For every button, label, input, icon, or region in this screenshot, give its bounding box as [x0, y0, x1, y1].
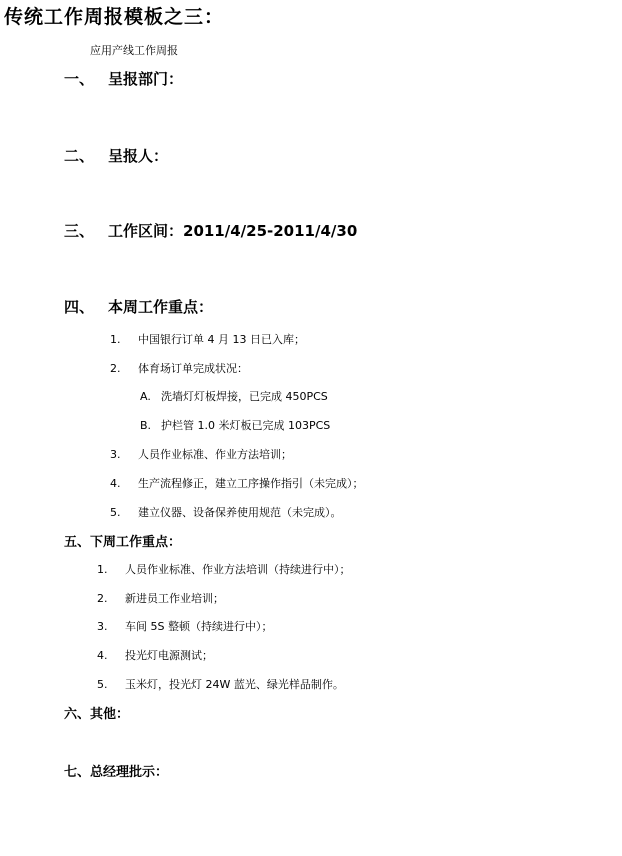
list-item-text: 车间 5S 整顿（持续进行中）； [125, 620, 273, 633]
section-reporter [64, 145, 168, 166]
list-item [97, 590, 224, 606]
list-item-text: 玉米灯，投光灯 24W 蓝光、绿光样品制作。 [125, 678, 344, 691]
sub-list-item [140, 417, 330, 433]
list-item-text: 体育场订单完成状况： [138, 362, 248, 375]
list-item [110, 504, 342, 520]
list-item [97, 676, 344, 692]
section-work-period [64, 220, 357, 241]
list-item-text: 新进员工作业培训； [125, 592, 224, 605]
document-title: 传统工作周报模板之三： [4, 6, 225, 28]
section-number: 二、 [64, 147, 95, 165]
sub-list-item-text: 护栏管 1.0 米灯板已完成 103PCS [161, 419, 331, 432]
list-item-number: 5. [110, 506, 121, 519]
section-label: 本周工作重点： [108, 298, 214, 316]
section-label: 工作区间：2011/4/25-2011/4/30 [108, 222, 358, 240]
document-subtitle: 应用产线工作周报 [90, 44, 178, 57]
list-item-text: 中国银行订单 4 月 13 日已入库； [138, 333, 305, 346]
section-number: 一、 [64, 70, 95, 88]
list-item-text: 人员作业标准、作业方法培训（持续进行中）； [125, 563, 351, 576]
list-item-number: 4. [97, 649, 108, 662]
list-item [110, 360, 248, 376]
section-this-week-focus [64, 296, 213, 317]
section-number: 三、 [64, 222, 95, 240]
list-item-text: 生产流程修正，建立工序操作指引（未完成）； [138, 477, 364, 490]
list-item-number: 2. [110, 362, 121, 375]
list-item-text: 人员作业标准、作业方法培训； [138, 448, 292, 461]
list-item [97, 561, 351, 577]
list-item-text: 建立仪器、设备保养使用规范（未完成）。 [138, 506, 342, 519]
sub-list-item-letter: A. [140, 390, 151, 403]
list-item [110, 475, 364, 491]
list-item [110, 446, 292, 462]
list-item [110, 331, 305, 347]
section-next-week-focus: 五、下周工作重点： [64, 535, 182, 550]
list-item-text: 投光灯电源测试； [125, 649, 213, 662]
list-item-number: 2. [97, 592, 108, 605]
list-item-number: 4. [110, 477, 121, 490]
list-item-number: 1. [110, 333, 121, 346]
list-item [97, 647, 213, 663]
section-number: 四、 [64, 298, 95, 316]
section-label: 呈报部门： [108, 70, 184, 88]
sub-list-item-text: 洗墙灯灯板焊接，已完成 450PCS [161, 390, 328, 403]
list-item [97, 618, 272, 634]
list-item-number: 5. [97, 678, 108, 691]
section-other: 六、其他： [64, 707, 130, 722]
section-manager-approval: 七、总经理批示： [64, 765, 169, 780]
list-item-number: 3. [97, 620, 108, 633]
section-label: 呈报人： [108, 147, 169, 165]
sub-list-item-letter: B. [140, 419, 152, 432]
sub-list-item [140, 388, 328, 404]
list-item-number: 1. [97, 563, 108, 576]
section-reporting-department [64, 68, 183, 89]
list-item-number: 3. [110, 448, 121, 461]
